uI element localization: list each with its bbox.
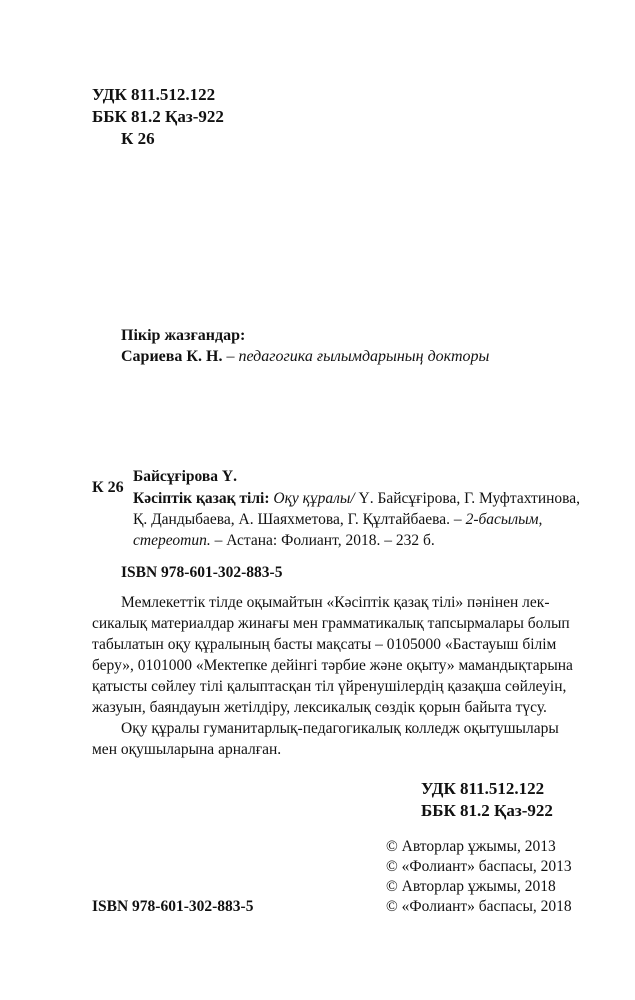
catalog-line-1 (133, 488, 580, 509)
catalog-line-2 (133, 509, 542, 530)
bbk-code-top: ББК 81.2 Қаз-922 (92, 107, 224, 126)
udk-code-top: УДК 811.512.122 (92, 85, 216, 104)
annotation-line: беру», 0101000 «Мектепке дейінгі тәрбие және оқыту» мамандықтарына (92, 657, 573, 674)
publication-info: – Астана: Фолиант, 2018. – 232 б. (210, 532, 435, 549)
book-type: Оқу құралы/ (269, 490, 355, 507)
udk-code-bottom: УДК 811.512.122 (421, 779, 545, 798)
author-mark-top: К 26 (121, 129, 155, 148)
edition-part-1: 2-басылым, (465, 511, 543, 528)
authors-part-2: Қ. Дандыбаева, А. Шаяхметова, Г. Құлтайбаева. – (133, 511, 466, 528)
annotation-line: мен оқушыларына арналған. (92, 741, 282, 758)
catalog-author: Байсұғірова Ү. (133, 468, 237, 485)
catalog-isbn: ISBN 978-601-302-883-5 (121, 564, 283, 581)
copyright-line: © «Фолиант» баспасы, 2018 (386, 898, 572, 915)
annotation-line: қатысты сөйлеу тілі қалыптасқан тіл үйренушілердің қазақша сөйлеуін, (92, 678, 567, 695)
reviewer-name: Сариева К. Н. (121, 348, 223, 365)
authors-part-1: Ү. Байсұғірова, Г. Муфтахтинова, (354, 490, 581, 507)
bbk-code-bottom: ББК 81.2 Қаз-922 (421, 801, 553, 820)
edition-part-2: стереотип. (133, 532, 211, 549)
annotation-line: Оқу құралы гуманитарлық-педагогикалық колледж оқытушылары (121, 720, 559, 737)
catalog-code: К 26 (92, 479, 124, 496)
reviewer-line (121, 347, 489, 367)
annotation-line: жазуын, баяндауын жетілдіру, лексикалық сөздік қорын байыта түсу. (92, 699, 547, 716)
reviewers-heading: Пікір жазғандар: (121, 327, 246, 344)
annotation-line: табылатын оқу құралының басты мақсаты – 0105000 «Бастауыш білім (92, 636, 557, 653)
reviewer-role: – педагогика ғылымдарының докторы (222, 348, 490, 365)
copyright-line: © Авторлар ұжымы, 2018 (386, 878, 556, 895)
catalog-line-3 (133, 530, 435, 551)
bottom-isbn: ISBN 978-601-302-883-5 (92, 898, 254, 915)
copyright-line: © «Фолиант» баспасы, 2013 (386, 858, 572, 875)
book-title: Кәсіптік қазақ тілі: (133, 490, 270, 507)
annotation-line: Мемлекеттік тілде оқымайтын «Кәсіптік қазақ тілі» пәнінен лек- (121, 594, 550, 611)
copyright-line: © Авторлар ұжымы, 2013 (386, 838, 556, 855)
annotation-line: сикалық материалдар жинағы мен грамматикалық тапсырмалары болып (92, 615, 570, 632)
